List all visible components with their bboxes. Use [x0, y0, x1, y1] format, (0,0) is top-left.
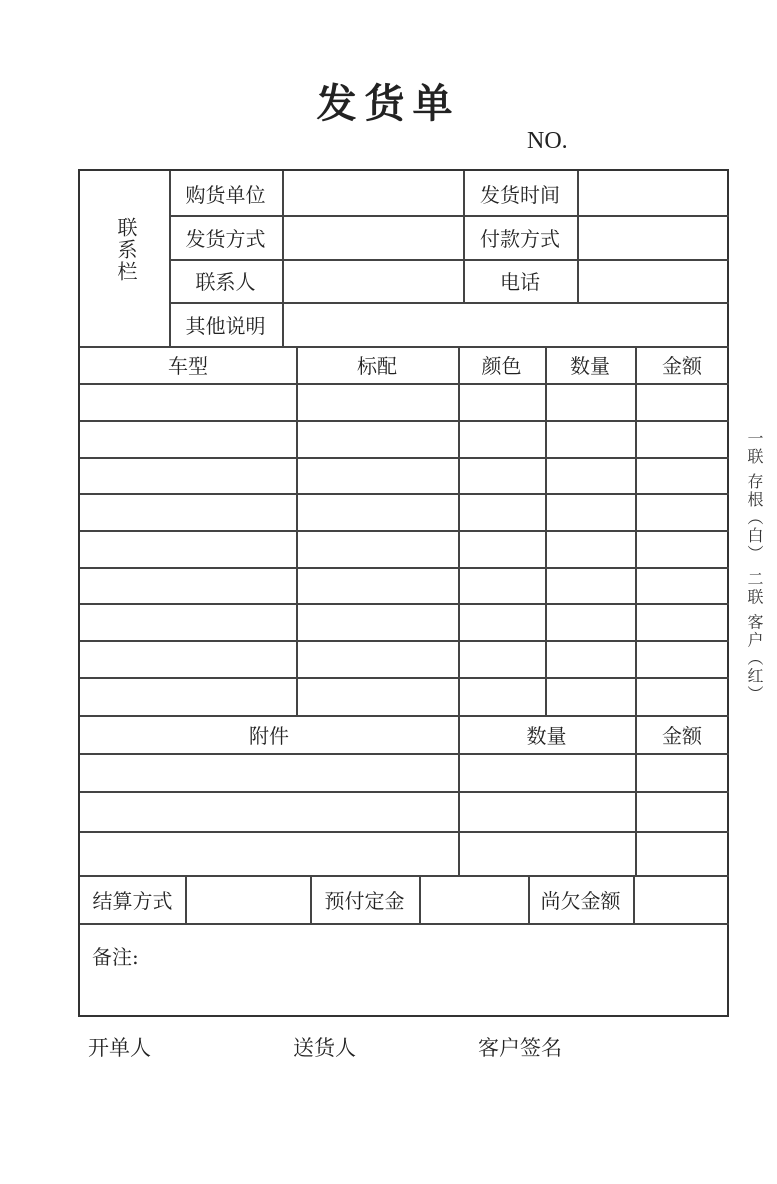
ship-time-label: 发货时间	[480, 182, 560, 207]
divider	[419, 875, 421, 923]
header-accessory-quantity: 数量	[526, 723, 567, 748]
copy-distribution-note: 一联 存根（白） 二联 客户（红）	[745, 430, 764, 704]
number-label: NO.	[527, 128, 568, 154]
header-accessory-amount: 金额	[662, 723, 702, 748]
divider	[80, 567, 729, 569]
remarks-label: 备注:	[92, 944, 139, 969]
divider	[80, 640, 729, 642]
settlement-method-label: 结算方式	[92, 888, 173, 913]
divider	[633, 875, 635, 923]
deliverer-label: 送货人	[293, 1036, 356, 1060]
header-standard-config: 标配	[357, 354, 397, 378]
divider	[80, 791, 729, 793]
header-accessory: 附件	[249, 723, 289, 748]
header-quantity: 数量	[570, 354, 610, 378]
divider	[577, 171, 579, 302]
divider	[458, 346, 460, 875]
divider	[282, 171, 284, 302]
contact-person-label: 联系人	[195, 270, 256, 294]
divider	[282, 302, 284, 346]
divider	[80, 383, 729, 385]
header-color: 颜色	[481, 354, 522, 378]
contact-section-label: 联系栏	[114, 217, 138, 283]
header-vehicle-model: 车型	[168, 354, 208, 378]
ship-method-label: 发货方式	[185, 226, 266, 251]
deposit-label: 预付定金	[324, 888, 405, 913]
divider	[80, 530, 729, 532]
divider	[80, 493, 729, 495]
divider	[80, 831, 729, 833]
divider	[80, 457, 729, 459]
phone-label: 电话	[500, 270, 540, 294]
divider	[635, 346, 637, 875]
pay-method-label: 付款方式	[480, 226, 560, 251]
divider	[80, 923, 729, 925]
divider	[185, 875, 187, 923]
issuer-label: 开单人	[88, 1036, 151, 1060]
document-title: 发货单	[316, 80, 461, 127]
owed-amount-label: 尚欠金额	[540, 888, 621, 913]
divider	[80, 677, 729, 679]
delivery-form	[78, 169, 729, 1017]
divider	[80, 420, 729, 422]
other-notes-label: 其他说明	[185, 313, 266, 338]
divider	[80, 753, 729, 755]
divider	[80, 603, 729, 605]
customer-signature-label: 客户签名	[478, 1036, 562, 1060]
buyer-unit-label: 购货单位	[185, 182, 266, 207]
header-amount: 金额	[662, 354, 702, 378]
